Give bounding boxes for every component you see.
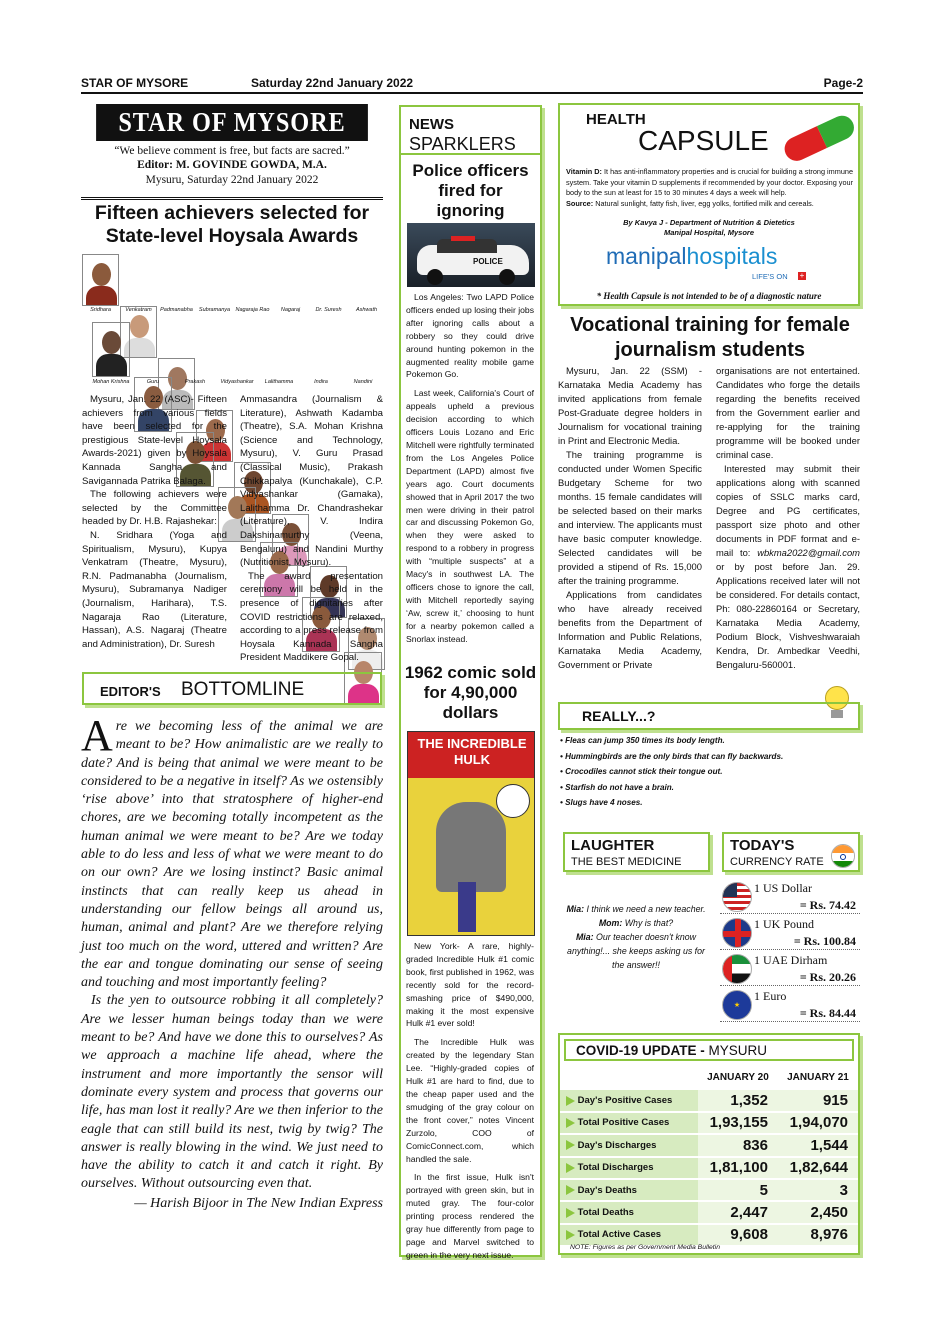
fact-item: • Starfish do not have a brain. — [560, 782, 674, 792]
vocational-col1 — [558, 364, 702, 672]
covid-table — [560, 1067, 858, 1247]
caption: Lalithamma — [264, 379, 294, 385]
caption: Nagaraj — [280, 307, 301, 313]
paragraph: Los Angeles: Two LAPD Police officers ended up losing their jobs after ignoring calls about a robbery so they could drive around hunting pokemon in the augmented reality mobile game Pokemon Go. — [406, 292, 534, 380]
masthead-dateline: Mysuru, Saturday 22nd January 2022 — [145, 174, 319, 186]
sparklers-label-2: SPARKLERS — [409, 134, 516, 154]
paragraph: Last week, California's Court of appeals upheld a previous decision according to which officers Louis Lozano and Eric Mitchell were rightfully terminated from the Los Angeles Police Department (LAPD) almost five years ago. Court documents showed that in April 2017 the two men were driving in their patrol car and discussing Pokemon Go, when they were asked to respond to a robbery in progress with “multiple suspects” at a Macy's in southwest LA. The officers chose to ignore the call, with Mitchell reportedly saying ‘Aw, screw it,’ choosing to hunt for a nearby pokemon called a Snorlax instead. — [406, 388, 534, 644]
really-facts — [560, 733, 860, 811]
logo-part-1: manipal — [606, 243, 687, 269]
currency-rate: = Rs. 100.84 — [793, 934, 856, 948]
masthead-editor: Editor: M. GOVINDE GOWDA, M.A. — [137, 159, 327, 171]
comic-title: THE INCREDIBLE HULK — [417, 736, 527, 767]
paragraph: The award presentation ceremony will be held in the presence of dignitaries after COVID restrictions are relaxed, according to a press release from Hoysala Kannada Sangha President Maddikere Gopal. — [240, 570, 383, 664]
caption: Ashwath — [355, 307, 378, 313]
health-label-1: HEALTH — [586, 111, 646, 128]
hoysala-body-col1 — [82, 393, 227, 651]
currency-row — [720, 988, 860, 1022]
paragraph: Applications from candidates who have already received benefits from the Department of Information and Public Relations, Karnataka Media Academy, Government or Private — [558, 589, 702, 670]
table-row: Day's Positive Cases 1,352 915 — [560, 1089, 858, 1111]
caption: Indira — [314, 379, 328, 385]
bottomline-label-1: EDITOR'S — [100, 684, 161, 699]
fact-item: • Slugs have 4 noses. — [560, 798, 643, 807]
currency-name: 1 Euro — [754, 989, 787, 1003]
vitamin-d-body: It has anti-inflammatory properties and is crucial for building a strong immune system. Take your vitamin D supplements if recommended by your doctor. Exposing your body to the sun at least for 15 to 30 minutes 4 days a week will help. — [566, 167, 854, 198]
masthead-motto: “We believe comment is free, but facts are sacred.” — [114, 145, 350, 157]
currency-table — [720, 880, 860, 1022]
currency-rate: = Rs. 20.26 — [799, 970, 856, 984]
portrait-sridhara — [82, 254, 119, 306]
bottomline-paragraph-2: Is the yen to outsource robbing it all completely? Are we lesser human beings today than we were meant to be? And have we done this to ourselves? As we approach a machine life ahead, where the instrument and more importantly the sensor will dominate every system and process that governs our life, has man lost it really? Are we then inferior to the eagle that can still build its nest, twig by twig? The answer is really blowing in the wind. We just need to have the ability to catch it and catch it right. By ourselves. Without outsourcing even that. — [81, 993, 383, 1192]
contact-text: or by post before Jan. 29. Applications received later will not be considered. For details contact, Ph: 080-22860164 or Secretary, Karnataka Media Academy, Podium Block, Vishveshwaraiah Kendra, Dr. Ambedkar Veedhi, Bengaluru-560001. — [716, 561, 860, 670]
caption: Nagaraja Rao — [235, 307, 270, 313]
portrait-mohan-krishna — [92, 322, 130, 377]
plus-icon: + — [799, 271, 805, 280]
table-row: Total Active Cases 9,608 8,976 — [560, 1224, 858, 1246]
currency-sub: CURRENCY RATE — [730, 856, 824, 868]
table-header-row — [560, 1067, 858, 1089]
police-car-image — [407, 223, 535, 287]
byline-author: By Kavya J - Department of Nutrition & Dietetics — [623, 218, 795, 227]
covid-title-text: COVID-19 UPDATE — [576, 1043, 697, 1058]
table-row: Day's Discharges 836 1,544 — [560, 1134, 858, 1156]
bottomline-body — [81, 711, 383, 1213]
health-disclaimer: * Health Capsule is not intended to be of a diagnostic nature — [596, 291, 822, 301]
source-label: Source: — [566, 198, 594, 208]
covid-title-bar — [564, 1039, 854, 1061]
logo-part-2: hospitals — [686, 243, 778, 269]
hoysala-headline: Fifteen achievers selected for State-level Hoysala Awards — [94, 202, 370, 247]
vocational-headline: Vocational training for female journalism students — [570, 314, 850, 361]
covid-city: MYSURU — [708, 1043, 768, 1058]
laughter-title: LAUGHTER — [571, 837, 655, 854]
currency-row — [720, 916, 860, 950]
police-car-label: POLICE — [473, 257, 503, 266]
vocational-col2 — [716, 364, 860, 672]
paragraph: Mysuru, Jan. 22 (SSM) - Karnataka Media Academy has invited applications from female Post-Graduate degree holders in Journalism for vocational training in Print and Electronic Media. — [558, 365, 702, 446]
currency-row — [720, 952, 860, 986]
paragraph: In the first issue, Hulk isn't portrayed with green skin, but in muted gray. The four-color printing process rendered the gray hue differently from page to page and Marvel switched to green in the very next issue. — [406, 1172, 534, 1260]
really-title: REALLY...? — [582, 708, 656, 724]
health-byline — [560, 218, 858, 238]
table-row: Total Deaths 2,447 2,450 — [560, 1201, 858, 1223]
caption: Venkatram — [125, 307, 152, 313]
hoysala-body-col2 — [240, 393, 383, 665]
table-row: Total Discharges 1,81,100 1,82,644 — [560, 1157, 858, 1179]
vitamin-d-text — [566, 167, 854, 209]
column-header: JANUARY 21 — [778, 1067, 858, 1089]
fact-item: • Crocodiles cannot stick their tongue out. — [560, 767, 723, 776]
laughter-sub: THE BEST MEDICINE — [571, 856, 682, 868]
health-capsule-box — [558, 103, 860, 306]
us-flag-icon — [722, 882, 752, 912]
header-date: Saturday 22nd January 2022 — [251, 76, 414, 90]
paragraph: Mysuru, Jan. 22 (ASC)- Fifteen achievers from various fields have been selected for the prestigious State-level Hoysala Awards-2021) given by Hoysala Kannada Sangha and Savigannada Patrika Balaga. — [82, 394, 227, 487]
hulk-comic-image — [407, 731, 535, 936]
police-story — [406, 291, 534, 645]
bottomline-label-2: BOTTOMLINE — [181, 679, 305, 700]
comic-headline: 1962 comic sold for 4,90,000 dollars — [404, 663, 537, 722]
caption: Nandini — [353, 379, 373, 385]
manipal-tagline: LIFE'S ON — [752, 272, 788, 281]
header-page: Page-2 — [823, 76, 863, 90]
paragraph: N. Sridhara (Yoga and Spiritualism, Mysuru), Kupya Venkatram (Theatre, Mysuru), R.N. Padmanabha (Journalism, Mysuru), Subramanya Nadiger (Journalism, Harihara), T.S. Nagaraja Rao (Literature, Hassan), A.S. Nagaraj (Theatre and Administration), Dr. Suresh — [82, 529, 227, 650]
paragraph: New York- A rare, highly-graded Incredible Hulk #1 comic book, first published in 1962, was recently sold for the record-smashing price of $490,000, making it the most expensive Hulk #1 ever sold! — [406, 941, 534, 1029]
fact-item: • Fleas can jump 350 times its body length. — [560, 736, 725, 745]
sparklers-label — [401, 107, 540, 155]
laughter-label-box — [563, 832, 710, 872]
header-paper: STAR OF MYSORE — [81, 76, 189, 90]
uk-flag-icon — [722, 918, 752, 948]
source-body: Natural sunlight, fatty fish, liver, egg yolks, fortified milk and cereals. — [595, 198, 814, 208]
currency-rate: = Rs. 84.44 — [799, 1006, 856, 1020]
joke-line: Mia: Our teacher doesn't know anything!... she keeps asking us for the answer!! — [567, 932, 705, 970]
uae-flag-icon — [722, 954, 752, 984]
caption: Guru — [146, 379, 160, 385]
bottomline-credit: — Harish Bijoor in The New Indian Express — [134, 1195, 383, 1211]
paragraph: organisations are not entertained. Candidates who forge the details regarding the benefits received from the Government earlier and re-applying for the training programme will be booked under criminal case. — [716, 365, 860, 460]
portrait-row-2 — [92, 322, 382, 388]
currency-title: TODAY'S — [730, 837, 795, 854]
paragraph: Ammasandra (Journalism & Literature), Ashwath Kadamba (Theatre), S.A. Mohan Krishna (Science and Technology, Mysuru), V. Guru Prasad (Classical Music), Prakash Chikkapalya (Kunchakale), C.P. Vidyashankar (Gamaka), Lalithamma Dr. Chandrashekar (Literature), V. Indira Dakshinamurthy (Veena, Bengaluru) and Nandini Murthy (Nutritionist, Mysuru). — [240, 394, 383, 569]
caption: Padmanabha — [160, 307, 193, 313]
drop-cap: A — [81, 711, 113, 760]
caption: Mohan Krishna — [92, 379, 130, 385]
table-row: Total Positive Cases 1,93,155 1,94,070 — [560, 1112, 858, 1134]
joke-line: Mom: Why is that? — [598, 918, 674, 928]
currency-rate: = Rs. 74.42 — [799, 898, 856, 912]
covid-title — [576, 1043, 767, 1058]
joke-line: Mia: I think we need a new teacher. — [566, 904, 706, 914]
sparklers-label-1: NEWS — [409, 116, 454, 133]
paragraph: The following achievers were selected by the Committee headed by Dr. H.B. Rajashekar: — [82, 489, 227, 528]
vitamin-d-label: Vitamin D: — [566, 167, 602, 176]
caption: Sridhara — [90, 307, 111, 313]
covid-box — [558, 1033, 860, 1255]
health-label-2: CAPSULE — [638, 125, 769, 156]
covid-note: NOTE: Figures as per Government Media Bulletin — [570, 1244, 720, 1251]
byline-hospital: Manipal Hospital, Mysore — [663, 228, 755, 237]
table-row: Day's Deaths 5 3 — [560, 1179, 858, 1201]
column-header: JANUARY 20 — [698, 1067, 778, 1089]
currency-name: 1 US Dollar — [754, 881, 812, 895]
currency-name: 1 UAE Dirham — [754, 953, 828, 967]
caption: Dr. Suresh — [315, 307, 342, 313]
apply-text: Interested may submit their applications along with scanned copies of SSLC marks card, Degree and PG certificates, passport size photo and other documents in PDF format and e-mail to: — [716, 463, 860, 558]
paragraph: The training programme is conducted under Women Specific Budgetary Scheme for two months. 15 female candidates will be selected based on their marks and interview. The applicants must have basic computer knowledge. Selected candidates will be provided a stipend of Rs. 15,000 after the training programme. — [558, 449, 702, 586]
bottomline-label-box — [82, 672, 382, 705]
currency-row — [720, 880, 860, 914]
email-link[interactable]: wbkma2022@gmail.com — [757, 547, 860, 558]
page-header — [81, 76, 863, 94]
laughter-joke — [566, 902, 706, 972]
covid-table-grid — [560, 1067, 858, 1247]
masthead-title: STAR OF MYSORE — [96, 104, 368, 141]
manipal-logo — [606, 243, 777, 270]
caption: Vidyashankar — [220, 379, 254, 385]
fact-item: • Hummingbirds are the only birds that can fly backwards. — [560, 751, 784, 761]
caption: Subramanya — [198, 307, 231, 313]
masthead — [81, 104, 383, 196]
paragraph — [716, 462, 860, 672]
bottomline-paragraph-1: re we becoming less of the animal we are meant to be? How animalistic are we really to date? And is being that animal we were meant to be considered to be a negative in itself? As we ostensibly ‘rise above’ into that stratosphere of higher-end chores, are we becoming totally incompetent as the human animal we were meant to be? Are we today able to do less and less of what we were meant to do on our own? Are we losing instinct? Basic animal instincts that can really keep us ahead in understanding our fellow beings all around us, human, animal and plant? Are we therefore relying just too much on the word, uttered and written? Are the ear and tongue dominating our sense of seeing and touching and most importantly feeling? — [81, 719, 383, 991]
covid-title-sep: - — [696, 1043, 709, 1058]
portrait-row-1 — [82, 254, 384, 316]
police-headline: Police officers fired for ignoring — [412, 161, 529, 220]
eu-flag-icon: ★ — [722, 990, 752, 1020]
india-flag-icon — [831, 844, 855, 868]
caption: Prakash — [184, 379, 206, 385]
really-label-box — [558, 702, 860, 730]
currency-name: 1 UK Pound — [754, 917, 815, 931]
currency-label-box — [722, 832, 860, 872]
pill-icon — [778, 104, 866, 170]
paragraph: The Incredible Hulk was created by the legendary Stan Lee. “Highly-graded copies of Hulk #1 are hard to find, due to the cheap paper used and the smudging of the gray colour on the front cover,” notes Vincent Zurzolo, COO of ComicConnect.com, which handled the sale. — [406, 1037, 534, 1164]
comic-story — [406, 940, 534, 1262]
